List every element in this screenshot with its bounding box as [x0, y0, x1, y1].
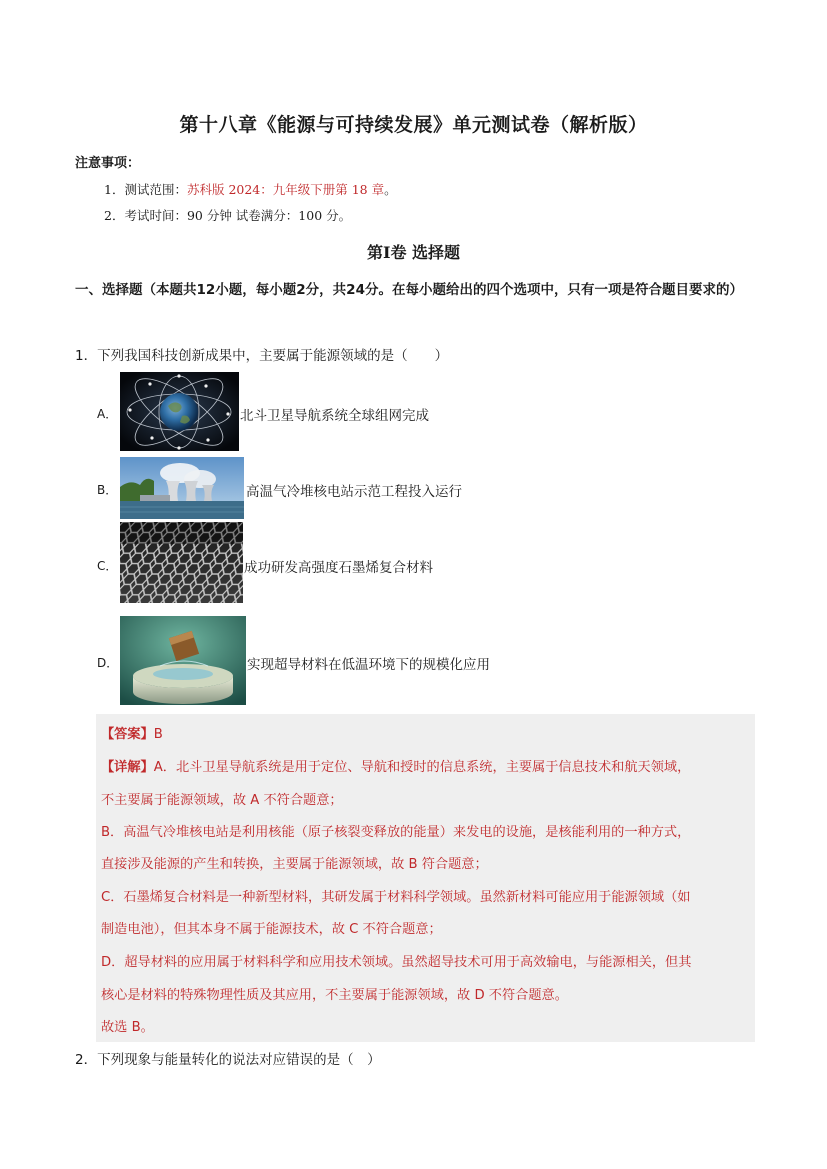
option-a-letter: A． — [97, 407, 118, 421]
option-d-letter: D． — [97, 656, 119, 670]
answer-value: B — [153, 727, 163, 742]
notice-item-scope-prefix: 1．测试范围： — [104, 182, 187, 197]
detail-line-4: 直接涉及能源的产生和转换，主要属于能源领域，故 B 符合题意； — [101, 857, 488, 872]
option-b-letter: B． — [97, 483, 118, 497]
detail-line-1 — [101, 756, 755, 775]
option-a-text: 北斗卫星导航系统全球组网完成 — [240, 408, 429, 424]
document-title: 第十八章《能源与可持续发展》单元测试卷（解析版） — [179, 114, 648, 136]
option-d-text: 实现超导材料在低温环境下的规模化应用 — [247, 657, 490, 673]
section-instructions: 一、选择题（本题共12小题，每小题2分，共24分。在每小题给出的四个选项中，只有一项是符合题目要求的） — [75, 282, 743, 298]
notice-item-scope-suffix: 。 — [384, 182, 397, 197]
section-title: 第Ⅰ卷 选择题 — [366, 243, 461, 262]
option-b-text: 高温气冷堆核电站示范工程投入运行 — [246, 484, 462, 500]
detail-line-7: D．超导材料的应用属于材料科学和应用技术领域。虽然超导技术可用于高效输电，与能源相关，但其 — [101, 955, 692, 970]
notice-item-scope-highlight: 苏科版 2024：九年级下册第 18 章 — [186, 182, 385, 197]
option-c-letter: C． — [97, 559, 118, 573]
graphene-lattice-image — [120, 522, 243, 603]
answer-line — [101, 723, 755, 742]
detail-line-3: B．高温气冷堆核电站是利用核能（原子核裂变释放的能量）来发电的设施，是核能利用的一种方式， — [101, 825, 691, 840]
detail-text-1: A．北斗卫星导航系统是用于定位、导航和授时的信息系统，主要属于信息技术和航天领域， — [153, 760, 691, 775]
question-1-stem: 1．下列我国科技创新成果中，主要属于能源领域的是（ ） — [75, 348, 449, 364]
satellite-globe-image — [120, 372, 239, 451]
superconductor-levitation-image — [120, 616, 246, 705]
notice-item-time: 2．考试时间：90 分钟 试卷满分：100 分。 — [104, 208, 352, 223]
detail-line-8: 核心是材料的特殊物理性质及其应用，不主要属于能源领域，故 D 不符合题意。 — [101, 988, 568, 1003]
notice-heading: 注意事项： — [75, 156, 141, 171]
nuclear-plant-image — [120, 457, 244, 519]
detail-line-2: 不主要属于能源领域，故 A 不符合题意； — [101, 793, 343, 808]
answer-label: 【答案】 — [101, 727, 154, 742]
option-c-text: 成功研发高强度石墨烯复合材料 — [244, 560, 433, 576]
detail-line-6: 制造电池），但其本身不属于能源技术，故 C 不符合题意； — [101, 922, 442, 937]
notice-item-scope — [104, 180, 397, 198]
detail-line-9: 故选 B。 — [101, 1020, 154, 1035]
question-2-stem: 2．下列现象与能量转化的说法对应错误的是（ ） — [75, 1052, 381, 1068]
detail-label: 【详解】 — [101, 760, 154, 775]
detail-line-5: C．石墨烯复合材料是一种新型材料，其研发属于材料科学领域。虽然新材料可能应用于能源领域（如 — [101, 890, 691, 905]
